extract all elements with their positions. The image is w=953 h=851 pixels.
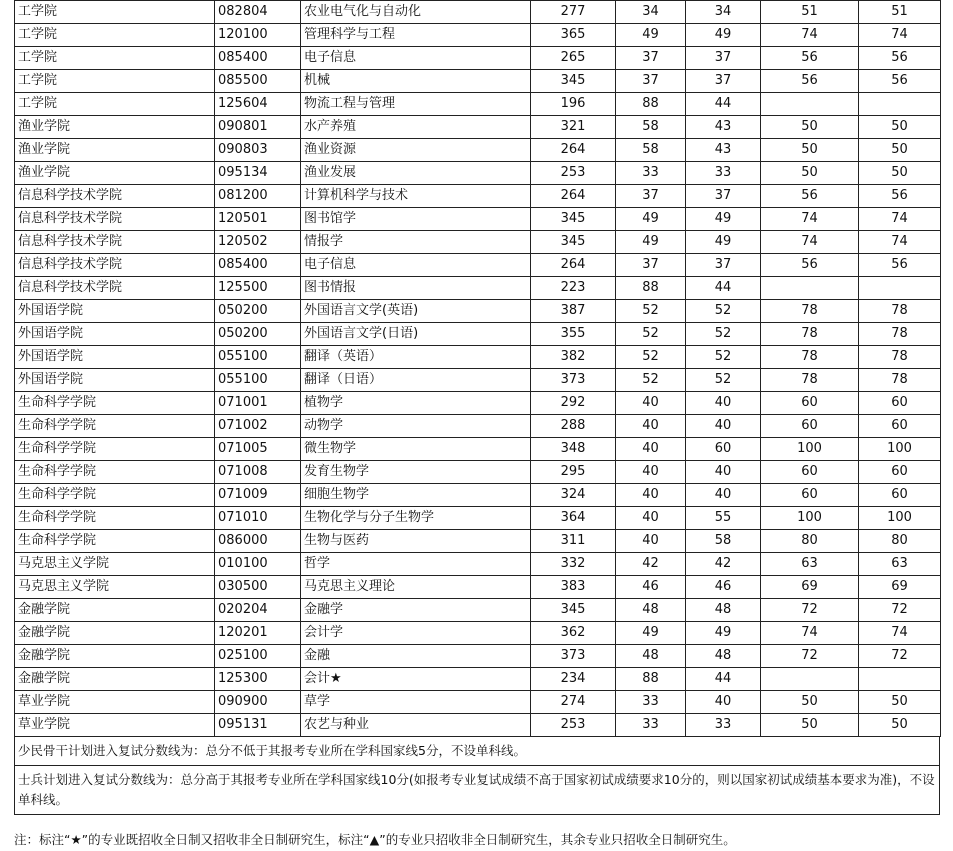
score-cell: 50 (859, 714, 941, 737)
footnote: 注：标注“★”的专业既招收全日制又招收非全日制研究生，标注“▲”的专业只招收非全日制研究生，其余专业只招收全日制研究生。 (14, 832, 736, 847)
major-cell: 发育生物学 (301, 461, 531, 484)
school-cell: 外国语学院 (15, 300, 215, 323)
score-cell: 74 (859, 231, 941, 254)
major-cell: 生物与医药 (301, 530, 531, 553)
table-row (15, 93, 941, 116)
total-score-cell: 277 (531, 1, 616, 24)
school-cell: 外国语学院 (15, 369, 215, 392)
school-cell: 信息科学技术学院 (15, 277, 215, 300)
score-cell: 33 (686, 714, 761, 737)
score-cell: 74 (761, 208, 859, 231)
score-cell: 42 (686, 553, 761, 576)
major-cell: 机械 (301, 70, 531, 93)
major-cell: 金融 (301, 645, 531, 668)
score-cell: 49 (616, 231, 686, 254)
school-cell: 外国语学院 (15, 323, 215, 346)
score-cell: 52 (686, 323, 761, 346)
total-score-cell: 288 (531, 415, 616, 438)
table-row (15, 576, 941, 599)
score-cell (859, 93, 941, 116)
score-cell: 37 (616, 70, 686, 93)
score-cell: 34 (686, 1, 761, 24)
school-cell: 金融学院 (15, 645, 215, 668)
score-cell: 37 (616, 254, 686, 277)
total-score-cell: 223 (531, 277, 616, 300)
major-cell: 农艺与种业 (301, 714, 531, 737)
score-cell: 78 (859, 369, 941, 392)
school-cell: 工学院 (15, 1, 215, 24)
score-table-container (14, 0, 940, 815)
score-cell: 49 (616, 622, 686, 645)
score-cell: 74 (859, 622, 941, 645)
total-score-cell: 345 (531, 208, 616, 231)
score-cell: 44 (686, 93, 761, 116)
school-cell: 渔业学院 (15, 139, 215, 162)
score-cell (761, 277, 859, 300)
score-cell: 60 (761, 415, 859, 438)
score-cell: 78 (761, 346, 859, 369)
total-score-cell: 362 (531, 622, 616, 645)
score-cell: 63 (761, 553, 859, 576)
score-cell: 56 (859, 47, 941, 70)
code-cell: 030500 (215, 576, 301, 599)
code-cell: 010100 (215, 553, 301, 576)
score-cell: 34 (616, 1, 686, 24)
score-cell (761, 93, 859, 116)
table-row (15, 185, 941, 208)
table-row (15, 231, 941, 254)
score-cell (859, 277, 941, 300)
score-cell: 52 (616, 323, 686, 346)
major-cell: 图书情报 (301, 277, 531, 300)
score-cell: 74 (761, 622, 859, 645)
table-row (15, 553, 941, 576)
table-row (15, 668, 941, 691)
code-cell: 020204 (215, 599, 301, 622)
score-cell: 72 (859, 599, 941, 622)
table-row (15, 346, 941, 369)
table-row (15, 70, 941, 93)
total-score-cell: 264 (531, 139, 616, 162)
score-cell: 78 (859, 323, 941, 346)
code-cell: 071005 (215, 438, 301, 461)
score-cell: 33 (616, 162, 686, 185)
code-cell: 085400 (215, 47, 301, 70)
school-cell: 草业学院 (15, 714, 215, 737)
table-row (15, 461, 941, 484)
score-cell: 58 (616, 116, 686, 139)
code-cell: 090801 (215, 116, 301, 139)
school-cell: 金融学院 (15, 599, 215, 622)
score-cell: 52 (686, 346, 761, 369)
major-cell: 渔业资源 (301, 139, 531, 162)
code-cell: 071009 (215, 484, 301, 507)
school-cell: 草业学院 (15, 691, 215, 714)
school-cell: 工学院 (15, 47, 215, 70)
score-cell: 60 (761, 461, 859, 484)
score-cell: 37 (616, 47, 686, 70)
major-cell: 管理科学与工程 (301, 24, 531, 47)
score-cell: 100 (761, 438, 859, 461)
major-cell: 金融学 (301, 599, 531, 622)
score-cell: 40 (616, 484, 686, 507)
table-row (15, 645, 941, 668)
code-cell: 085500 (215, 70, 301, 93)
total-score-cell: 292 (531, 392, 616, 415)
score-cell: 50 (859, 162, 941, 185)
total-score-cell: 295 (531, 461, 616, 484)
major-cell: 电子信息 (301, 254, 531, 277)
score-table-body (15, 1, 941, 737)
school-cell: 信息科学技术学院 (15, 231, 215, 254)
table-row (15, 162, 941, 185)
score-cell: 40 (686, 392, 761, 415)
school-cell: 信息科学技术学院 (15, 254, 215, 277)
major-cell: 水产养殖 (301, 116, 531, 139)
table-row (15, 530, 941, 553)
major-cell: 生物化学与分子生物学 (301, 507, 531, 530)
score-cell: 60 (761, 484, 859, 507)
score-cell: 50 (761, 691, 859, 714)
minority-plan-note: 少民骨干计划进入复试分数线为：总分不低于其报考专业所在学科国家线5分，不设单科线。 (18, 743, 526, 758)
score-cell: 50 (761, 139, 859, 162)
score-cell: 56 (859, 254, 941, 277)
major-cell: 翻译（英语） (301, 346, 531, 369)
score-cell: 56 (761, 185, 859, 208)
table-row (15, 438, 941, 461)
code-cell: 071002 (215, 415, 301, 438)
score-cell: 56 (859, 70, 941, 93)
soldier-plan-note: 士兵计划进入复试分数线为：总分高于其报考专业所在学科国家线10分(如报考专业复试成绩不高于国家初试成绩要求10分的，则以国家初试成绩基本要求为准)，不设单科线。 (15, 765, 939, 814)
major-cell: 细胞生物学 (301, 484, 531, 507)
score-cell: 55 (686, 507, 761, 530)
table-row (15, 254, 941, 277)
score-cell: 50 (859, 139, 941, 162)
total-score-cell: 345 (531, 70, 616, 93)
score-cell: 60 (761, 392, 859, 415)
major-cell: 农业电气化与自动化 (301, 1, 531, 24)
total-score-cell: 234 (531, 668, 616, 691)
score-cell: 51 (859, 1, 941, 24)
total-score-cell: 345 (531, 231, 616, 254)
score-cell: 52 (616, 346, 686, 369)
total-score-cell: 382 (531, 346, 616, 369)
school-cell: 工学院 (15, 70, 215, 93)
score-cell: 78 (761, 323, 859, 346)
code-cell: 071001 (215, 392, 301, 415)
score-cell (859, 668, 941, 691)
code-cell: 055100 (215, 369, 301, 392)
code-cell: 120100 (215, 24, 301, 47)
score-cell: 37 (686, 70, 761, 93)
total-score-cell: 373 (531, 645, 616, 668)
major-cell: 哲学 (301, 553, 531, 576)
major-cell: 草学 (301, 691, 531, 714)
score-cell: 80 (761, 530, 859, 553)
score-cell: 60 (859, 392, 941, 415)
table-row (15, 208, 941, 231)
major-cell: 电子信息 (301, 47, 531, 70)
major-cell: 计算机科学与技术 (301, 185, 531, 208)
table-row (15, 392, 941, 415)
score-cell: 43 (686, 116, 761, 139)
total-score-cell: 355 (531, 323, 616, 346)
table-row (15, 714, 941, 737)
score-cell: 48 (686, 599, 761, 622)
score-cell: 88 (616, 93, 686, 116)
code-cell: 055100 (215, 346, 301, 369)
school-cell: 生命科学学院 (15, 461, 215, 484)
school-cell: 马克思主义学院 (15, 553, 215, 576)
code-cell: 082804 (215, 1, 301, 24)
school-cell: 信息科学技术学院 (15, 208, 215, 231)
score-cell: 40 (686, 461, 761, 484)
score-table (14, 0, 941, 737)
score-cell: 69 (859, 576, 941, 599)
table-row (15, 116, 941, 139)
school-cell: 信息科学技术学院 (15, 185, 215, 208)
score-cell: 50 (761, 116, 859, 139)
school-cell: 工学院 (15, 24, 215, 47)
score-cell: 52 (616, 300, 686, 323)
table-row (15, 369, 941, 392)
major-cell: 植物学 (301, 392, 531, 415)
total-score-cell: 383 (531, 576, 616, 599)
score-cell: 74 (761, 231, 859, 254)
score-cell: 72 (859, 645, 941, 668)
code-cell: 025100 (215, 645, 301, 668)
code-cell: 071008 (215, 461, 301, 484)
score-cell: 60 (686, 438, 761, 461)
school-cell: 生命科学学院 (15, 415, 215, 438)
score-cell: 74 (859, 208, 941, 231)
total-score-cell: 348 (531, 438, 616, 461)
code-cell: 120201 (215, 622, 301, 645)
score-cell: 60 (859, 484, 941, 507)
major-cell: 会计学 (301, 622, 531, 645)
total-score-cell: 253 (531, 714, 616, 737)
total-score-cell: 324 (531, 484, 616, 507)
score-cell: 37 (616, 185, 686, 208)
score-cell: 33 (616, 714, 686, 737)
score-cell: 49 (616, 24, 686, 47)
total-score-cell: 365 (531, 24, 616, 47)
score-cell: 48 (616, 599, 686, 622)
score-cell: 52 (686, 369, 761, 392)
table-row (15, 139, 941, 162)
score-cell: 49 (686, 622, 761, 645)
table-row (15, 277, 941, 300)
table-row (15, 47, 941, 70)
score-cell: 69 (761, 576, 859, 599)
score-cell: 56 (761, 47, 859, 70)
score-cell: 100 (859, 438, 941, 461)
code-cell: 071010 (215, 507, 301, 530)
score-cell: 80 (859, 530, 941, 553)
school-cell: 生命科学学院 (15, 530, 215, 553)
score-cell: 49 (686, 24, 761, 47)
school-cell: 生命科学学院 (15, 392, 215, 415)
code-cell: 090900 (215, 691, 301, 714)
score-cell: 100 (761, 507, 859, 530)
score-cell: 40 (616, 415, 686, 438)
major-cell: 翻译（日语） (301, 369, 531, 392)
score-cell: 56 (761, 70, 859, 93)
school-cell: 生命科学学院 (15, 438, 215, 461)
major-cell: 物流工程与管理 (301, 93, 531, 116)
score-cell: 72 (761, 645, 859, 668)
score-cell: 37 (686, 185, 761, 208)
code-cell: 125300 (215, 668, 301, 691)
score-cell: 50 (859, 691, 941, 714)
school-cell: 渔业学院 (15, 116, 215, 139)
score-cell: 44 (686, 668, 761, 691)
total-score-cell: 387 (531, 300, 616, 323)
school-cell: 生命科学学院 (15, 507, 215, 530)
code-cell: 125604 (215, 93, 301, 116)
major-cell: 外国语言文学(英语) (301, 300, 531, 323)
major-cell: 渔业发展 (301, 162, 531, 185)
score-cell: 40 (686, 691, 761, 714)
total-score-cell: 264 (531, 185, 616, 208)
code-cell: 090803 (215, 139, 301, 162)
school-cell: 外国语学院 (15, 346, 215, 369)
score-cell: 40 (616, 438, 686, 461)
code-cell: 086000 (215, 530, 301, 553)
total-score-cell: 264 (531, 254, 616, 277)
total-score-cell: 345 (531, 599, 616, 622)
score-cell: 88 (616, 277, 686, 300)
table-row (15, 622, 941, 645)
score-cell: 37 (686, 254, 761, 277)
code-cell: 120501 (215, 208, 301, 231)
total-score-cell: 311 (531, 530, 616, 553)
score-cell: 43 (686, 139, 761, 162)
code-cell: 081200 (215, 185, 301, 208)
score-cell: 40 (686, 484, 761, 507)
school-cell: 生命科学学院 (15, 484, 215, 507)
score-cell: 49 (616, 208, 686, 231)
total-score-cell: 274 (531, 691, 616, 714)
table-row (15, 691, 941, 714)
code-cell: 095131 (215, 714, 301, 737)
score-cell: 74 (859, 24, 941, 47)
school-cell: 工学院 (15, 93, 215, 116)
school-cell: 马克思主义学院 (15, 576, 215, 599)
total-score-cell: 332 (531, 553, 616, 576)
table-row (15, 24, 941, 47)
score-cell: 46 (686, 576, 761, 599)
score-cell: 37 (686, 47, 761, 70)
score-cell: 52 (686, 300, 761, 323)
table-row (15, 415, 941, 438)
total-score-cell: 253 (531, 162, 616, 185)
code-cell: 050200 (215, 300, 301, 323)
major-cell: 动物学 (301, 415, 531, 438)
score-cell: 33 (686, 162, 761, 185)
score-cell: 40 (616, 530, 686, 553)
major-cell: 马克思主义理论 (301, 576, 531, 599)
table-row (15, 599, 941, 622)
score-cell: 58 (686, 530, 761, 553)
score-cell (761, 668, 859, 691)
school-cell: 金融学院 (15, 668, 215, 691)
score-cell: 58 (616, 139, 686, 162)
table-row (15, 300, 941, 323)
code-cell: 125500 (215, 277, 301, 300)
total-score-cell: 196 (531, 93, 616, 116)
table-row (15, 507, 941, 530)
total-score-cell: 265 (531, 47, 616, 70)
score-cell: 46 (616, 576, 686, 599)
score-cell: 56 (761, 254, 859, 277)
code-cell: 120502 (215, 231, 301, 254)
major-cell: 微生物学 (301, 438, 531, 461)
score-cell: 50 (761, 162, 859, 185)
total-score-cell: 373 (531, 369, 616, 392)
notes-box (14, 737, 940, 815)
score-cell: 74 (761, 24, 859, 47)
score-cell: 40 (616, 461, 686, 484)
score-cell: 56 (859, 185, 941, 208)
score-cell: 42 (616, 553, 686, 576)
school-cell: 渔业学院 (15, 162, 215, 185)
code-cell: 095134 (215, 162, 301, 185)
score-cell: 60 (859, 461, 941, 484)
score-cell: 33 (616, 691, 686, 714)
score-cell: 52 (616, 369, 686, 392)
table-row (15, 484, 941, 507)
score-cell: 44 (686, 277, 761, 300)
score-cell: 50 (859, 116, 941, 139)
score-cell: 78 (859, 300, 941, 323)
score-cell: 49 (686, 231, 761, 254)
table-row (15, 1, 941, 24)
score-cell: 48 (686, 645, 761, 668)
score-cell: 100 (859, 507, 941, 530)
score-cell: 72 (761, 599, 859, 622)
score-cell: 63 (859, 553, 941, 576)
score-cell: 51 (761, 1, 859, 24)
school-cell: 金融学院 (15, 622, 215, 645)
score-cell: 78 (761, 300, 859, 323)
score-cell: 60 (859, 415, 941, 438)
major-cell: 外国语言文学(日语) (301, 323, 531, 346)
code-cell: 050200 (215, 323, 301, 346)
major-cell: 图书馆学 (301, 208, 531, 231)
score-cell: 78 (761, 369, 859, 392)
major-cell: 会计★ (301, 668, 531, 691)
score-cell: 40 (616, 392, 686, 415)
code-cell: 085400 (215, 254, 301, 277)
score-cell: 48 (616, 645, 686, 668)
total-score-cell: 364 (531, 507, 616, 530)
score-cell: 50 (761, 714, 859, 737)
total-score-cell: 321 (531, 116, 616, 139)
score-cell: 88 (616, 668, 686, 691)
score-cell: 40 (616, 507, 686, 530)
table-row (15, 323, 941, 346)
score-cell: 49 (686, 208, 761, 231)
score-cell: 40 (686, 415, 761, 438)
major-cell: 情报学 (301, 231, 531, 254)
score-cell: 78 (859, 346, 941, 369)
